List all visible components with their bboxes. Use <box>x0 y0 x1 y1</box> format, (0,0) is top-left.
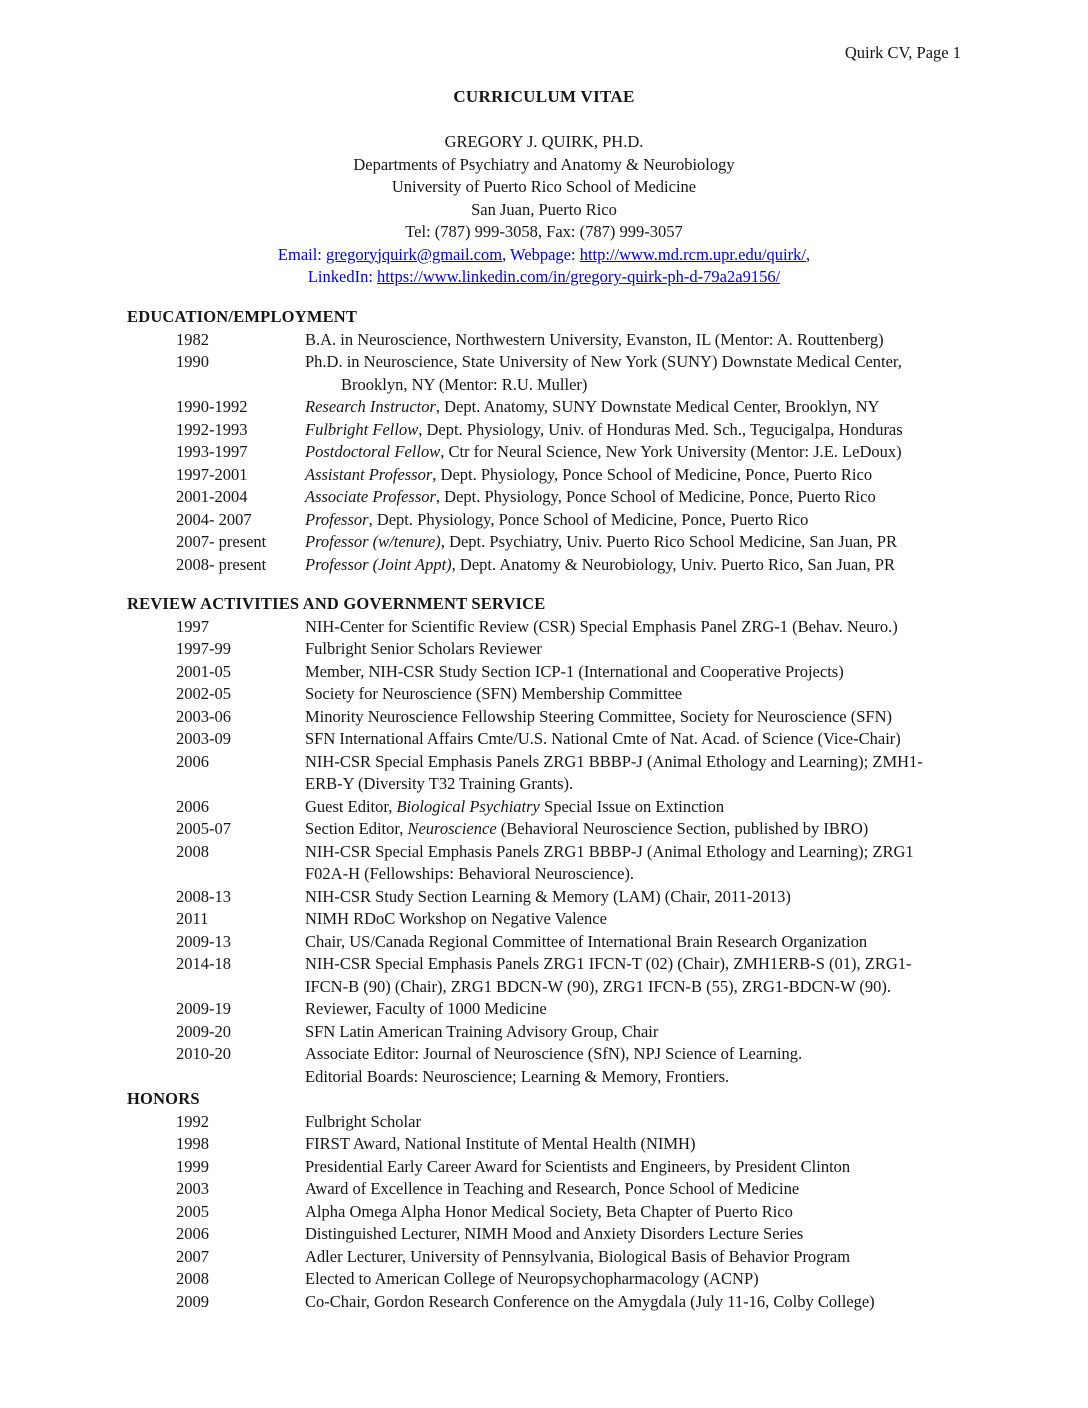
row-text-line: Fulbright Senior Scholars Reviewer <box>305 639 542 658</box>
section-heading: REVIEW ACTIVITIES AND GOVERNMENT SERVICE <box>127 594 546 613</box>
row-text-line: Editorial Boards: Neuroscience; Learning & Memory, Frontiers. <box>305 1066 730 1086</box>
row-text-line: F02A-H (Fellowships: Behavioral Neuroscience). <box>305 864 635 883</box>
row-description <box>305 953 988 998</box>
contact-name: GREGORY J. QUIRK, PH.D. <box>444 132 644 151</box>
row-year: 2001-2004 <box>176 487 248 506</box>
cv-row <box>127 486 988 509</box>
row-text-line: NIH-CSR Special Emphasis Panels ZRG1 IFCN-T (02) (Chair), ZMH1ERB-S (01), ZRG1- <box>305 954 912 973</box>
row-description <box>305 1201 988 1224</box>
contact-line: Departments of Psychiatry and Anatomy & Neurobiology <box>353 154 735 174</box>
linkedin-label: LinkedIn: <box>307 267 378 286</box>
row-description <box>305 818 988 841</box>
row-year: 1997-2001 <box>176 464 248 484</box>
cv-row <box>127 1043 988 1088</box>
contact-email-line <box>0 244 1088 267</box>
row-text-line: Fulbright Scholar <box>305 1111 421 1131</box>
row-year: 2002-05 <box>176 684 231 703</box>
row-year: 2006 <box>176 751 209 771</box>
cv-row <box>127 998 988 1021</box>
contact-line: Tel: (787) 999-3058, Fax: (787) 999-3057 <box>405 222 683 241</box>
row-description <box>305 638 988 661</box>
row-description <box>305 1021 988 1044</box>
cv-row <box>127 706 988 729</box>
row-description <box>305 751 988 796</box>
row-description <box>305 441 988 464</box>
cv-section <box>127 593 988 1088</box>
row-text-line: Associate Professor, Dept. Physiology, Ponce School of Medicine, Ponce, Puerto Rico <box>305 487 876 506</box>
email-link[interactable]: gregoryjquirk@gmail.com <box>326 244 503 264</box>
row-text-line: Professor (Joint Appt), Dept. Anatomy & Neurobiology, Univ. Puerto Rico, San Juan, PR <box>305 554 895 574</box>
row-text-line: Adler Lecturer, University of Pennsylvania, Biological Basis of Behavior Program <box>305 1246 851 1266</box>
row-year: 2003-06 <box>176 706 231 726</box>
row-text-line: Ph.D. in Neuroscience, State University of New York (SUNY) Downstate Medical Center, <box>305 352 902 371</box>
linkedin-link[interactable]: https://www.linkedin.com/in/gregory-quirk-ph-d-79a2a9156/ <box>377 267 781 286</box>
row-description <box>305 683 988 706</box>
row-text-line: NIH-CSR Study Section Learning & Memory (LAM) (Chair, 2011-2013) <box>305 886 791 906</box>
row-year: 2006 <box>176 1224 209 1243</box>
row-description <box>305 1246 988 1269</box>
section-heading: HONORS <box>127 1089 200 1108</box>
row-description <box>305 554 988 577</box>
row-description <box>305 1268 988 1291</box>
cv-row <box>127 886 988 909</box>
row-year: 2014-18 <box>176 954 231 973</box>
row-year: 1997 <box>176 616 209 636</box>
contact-line: San Juan, Puerto Rico <box>471 199 617 219</box>
cv-row <box>127 419 988 442</box>
cv-row <box>127 1246 988 1269</box>
row-text-line: NIH-Center for Scientific Review (CSR) Special Emphasis Panel ZRG-1 (Behav. Neuro.) <box>305 616 898 636</box>
row-year: 2003-09 <box>176 729 231 748</box>
row-text-line: ERB-Y (Diversity T32 Training Grants). <box>305 774 574 793</box>
row-description <box>305 661 988 684</box>
cv-row <box>127 683 988 706</box>
row-description <box>305 1223 988 1246</box>
cv-row <box>127 1021 988 1044</box>
row-year: 2008 <box>176 841 209 861</box>
page-title: CURRICULUM VITAE <box>453 87 635 106</box>
cv-row <box>127 908 988 931</box>
cv-sections <box>127 306 988 1313</box>
row-text-line: Brooklyn, NY (Mentor: R.U. Muller) <box>341 374 588 394</box>
row-text-line: Alpha Omega Alpha Honor Medical Society, Beta Chapter of Puerto Rico <box>305 1201 793 1221</box>
webpage-label: , Webpage: <box>502 244 580 264</box>
row-year: 1990 <box>176 352 209 371</box>
row-description <box>305 1178 988 1201</box>
row-description <box>305 1133 988 1156</box>
row-year: 2003 <box>176 1179 209 1198</box>
row-text-line: Research Instructor, Dept. Anatomy, SUNY Downstate Medical Center, Brooklyn, NY <box>305 397 880 416</box>
row-text-line: Professor (w/tenure), Dept. Psychiatry, Univ. Puerto Rico School Medicine, San Juan, PR <box>305 532 897 551</box>
row-text-line: FIRST Award, National Institute of Mental Health (NIMH) <box>305 1134 696 1153</box>
row-year: 2009-20 <box>176 1021 231 1041</box>
row-year: 1993-1997 <box>176 442 248 461</box>
row-text-line: Award of Excellence in Teaching and Research, Ponce School of Medicine <box>305 1179 800 1198</box>
row-year: 2001-05 <box>176 661 231 681</box>
row-description <box>305 509 988 532</box>
row-description <box>305 329 988 352</box>
row-year: 2009-19 <box>176 999 231 1018</box>
row-year: 1998 <box>176 1134 209 1153</box>
contact-line: University of Puerto Rico School of Medicine <box>391 177 697 196</box>
cv-row <box>127 1268 988 1291</box>
row-description <box>305 464 988 487</box>
row-text-line: B.A. in Neuroscience, Northwestern University, Evanston, IL (Mentor: A. Routtenberg) <box>305 329 884 349</box>
row-year: 2008-13 <box>176 886 231 906</box>
cv-row <box>127 728 988 751</box>
cv-row <box>127 1223 988 1246</box>
row-text-line: Distinguished Lecturer, NIMH Mood and Anxiety Disorders Lecture Series <box>305 1224 804 1243</box>
row-year: 1999 <box>176 1156 209 1176</box>
cv-row <box>127 509 988 532</box>
row-year: 2008- present <box>176 554 267 574</box>
row-text-line: Postdoctoral Fellow, Ctr for Neural Science, New York University (Mentor: J.E. LeDoux) <box>305 442 902 461</box>
row-year: 2009 <box>176 1291 209 1311</box>
row-text-line: Professor, Dept. Physiology, Ponce School of Medicine, Ponce, Puerto Rico <box>305 509 809 529</box>
cv-row <box>127 1291 988 1314</box>
row-text-line: SFN International Affairs Cmte/U.S. National Cmte of Nat. Acad. of Science (Vice-Chair) <box>305 729 901 748</box>
row-year: 2010-20 <box>176 1044 231 1063</box>
cv-section <box>127 306 988 576</box>
contact-linkedin-line <box>0 266 1088 289</box>
cv-row <box>127 1111 988 1134</box>
section-heading: EDUCATION/EMPLOYMENT <box>127 307 358 326</box>
cv-row <box>127 531 988 554</box>
row-text-line: Fulbright Fellow, Dept. Physiology, Univ. of Honduras Med. Sch., Tegucigalpa, Honduras <box>305 419 903 439</box>
cv-row <box>127 638 988 661</box>
cv-row <box>127 1156 988 1179</box>
row-text-line: Minority Neuroscience Fellowship Steering Committee, Society for Neuroscience (SFN) <box>305 706 892 726</box>
row-description <box>305 1156 988 1179</box>
cv-row <box>127 329 988 352</box>
email-label: Email: <box>277 244 327 264</box>
row-year: 2005 <box>176 1201 209 1221</box>
row-year: 2007 <box>176 1246 209 1266</box>
row-year: 2009-13 <box>176 931 231 951</box>
row-text-line: Member, NIH-CSR Study Section ICP-1 (International and Cooperative Projects) <box>305 661 844 681</box>
row-text-line: Society for Neuroscience (SFN) Membership Committee <box>305 684 683 703</box>
row-year: 1992-1993 <box>176 419 248 439</box>
webpage-trailing-comma: , <box>805 244 811 264</box>
row-description <box>305 1291 988 1314</box>
cv-row <box>127 441 988 464</box>
row-text-line: Elected to American College of Neuropsychopharmacology (ACNP) <box>305 1269 759 1288</box>
cv-row <box>127 554 988 577</box>
cv-row <box>127 931 988 954</box>
cv-section <box>127 1088 988 1313</box>
row-text-line: Co-Chair, Gordon Research Conference on the Amygdala (July 11-16, Colby College) <box>305 1291 875 1311</box>
cv-row <box>127 661 988 684</box>
row-description <box>305 706 988 729</box>
cv-row <box>127 1178 988 1201</box>
cv-row <box>127 1133 988 1156</box>
cv-row <box>127 796 988 819</box>
row-description <box>305 908 988 931</box>
cv-row <box>127 1201 988 1224</box>
row-year: 2004- 2007 <box>176 509 252 529</box>
row-text-line: IFCN-B (90) (Chair), ZRG1 BDCN-W (90), ZRG1 IFCN-B (55), ZRG1-BDCN-W (90). <box>305 976 892 996</box>
row-description <box>305 351 988 396</box>
row-year: 2005-07 <box>176 819 231 838</box>
row-description <box>305 841 988 886</box>
row-text-line: Reviewer, Faculty of 1000 Medicine <box>305 999 547 1018</box>
cv-row <box>127 841 988 886</box>
row-text-line: Associate Editor: Journal of Neuroscience (SfN), NPJ Science of Learning. <box>305 1044 803 1063</box>
row-year: 2006 <box>176 796 209 816</box>
row-year: 2007- present <box>176 532 267 551</box>
cv-row <box>127 396 988 419</box>
cv-row <box>127 818 988 841</box>
row-description <box>305 931 988 954</box>
row-text-line: Guest Editor, Biological Psychiatry Special Issue on Extinction <box>305 796 725 816</box>
cv-row <box>127 351 988 396</box>
row-year: 2008 <box>176 1269 209 1288</box>
row-description <box>305 531 988 554</box>
row-text-line: SFN Latin American Training Advisory Group, Chair <box>305 1021 659 1041</box>
row-description <box>305 728 988 751</box>
contact-lines <box>0 154 1088 244</box>
row-description <box>305 796 988 819</box>
row-text-line: NIH-CSR Special Emphasis Panels ZRG1 BBBP-J (Animal Ethology and Learning); ZRG1 <box>305 841 914 861</box>
cv-row <box>127 616 988 639</box>
row-description <box>305 616 988 639</box>
row-text-line: NIMH RDoC Workshop on Negative Valence <box>305 909 607 928</box>
row-description <box>305 1043 988 1088</box>
row-description <box>305 419 988 442</box>
contact-block <box>0 131 1088 289</box>
row-description <box>305 396 988 419</box>
cv-row <box>127 464 988 487</box>
cv-row <box>127 751 988 796</box>
row-year: 1990-1992 <box>176 397 248 416</box>
webpage-link[interactable]: http://www.md.rcm.upr.edu/quirk/ <box>579 244 806 264</box>
row-text-line: Presidential Early Career Award for Scientists and Engineers, by President Clinton <box>305 1156 851 1176</box>
row-description <box>305 1111 988 1134</box>
row-description <box>305 886 988 909</box>
row-text-line: Assistant Professor, Dept. Physiology, Ponce School of Medicine, Ponce, Puerto Rico <box>305 464 873 484</box>
row-text-line: Chair, US/Canada Regional Committee of International Brain Research Organization <box>305 931 868 951</box>
row-description <box>305 998 988 1021</box>
cv-row <box>127 953 988 998</box>
row-year: 1982 <box>176 329 209 349</box>
row-year: 1992 <box>176 1111 209 1131</box>
row-year: 2011 <box>176 909 209 928</box>
row-text-line: Section Editor, Neuroscience (Behavioral Neuroscience Section, published by IBRO) <box>305 819 869 838</box>
page-header-label: Quirk CV, Page 1 <box>844 43 961 62</box>
row-year: 1997-99 <box>176 639 231 658</box>
row-text-line: NIH-CSR Special Emphasis Panels ZRG1 BBBP-J (Animal Ethology and Learning); ZMH1- <box>305 751 923 771</box>
row-description <box>305 486 988 509</box>
